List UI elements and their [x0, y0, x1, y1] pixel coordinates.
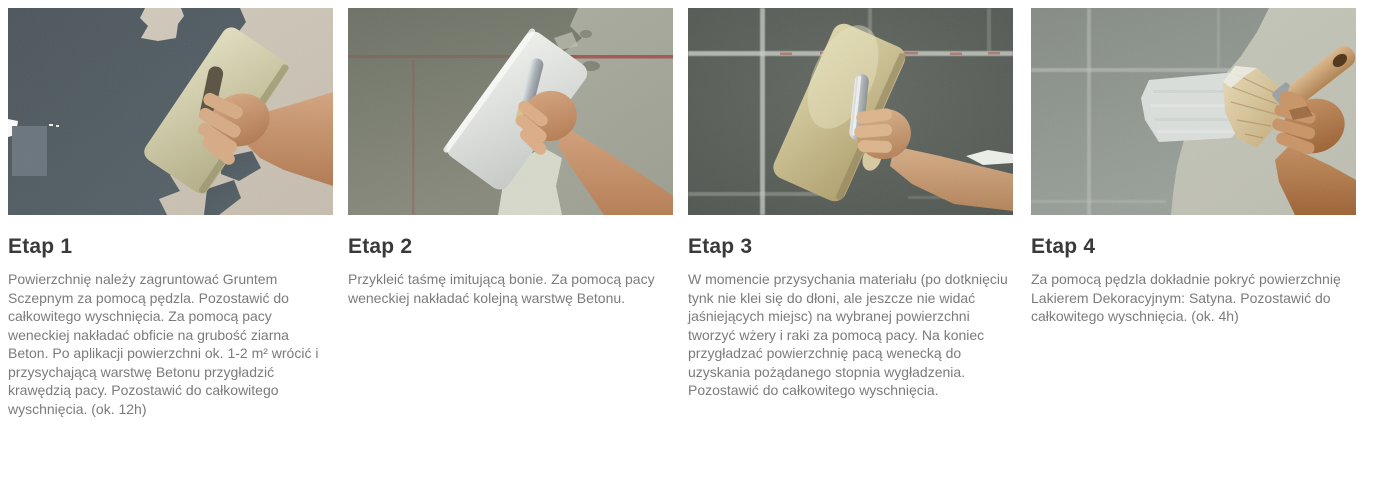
- photo-etap-2: [348, 8, 673, 215]
- step-card-2: [348, 8, 673, 418]
- step-description: Za pomocą pędzla dokładnie pokryć powierzchnię Lakierem Dekoracyjnym: Satyna. Pozostawić do całkowitego wyschnięcia. (ok. 4h): [1031, 271, 1341, 324]
- step-card-1: [8, 8, 333, 418]
- step-description: Przykleić taśmę imitującą bonie. Za pomocą pacy weneckiej nakładać kolejną warstwę Betonu.: [348, 271, 655, 306]
- step-title: Etap 3: [688, 235, 753, 258]
- step-title: Etap 4: [1031, 235, 1096, 258]
- photo-etap-3: [688, 8, 1013, 215]
- step-title: Etap 2: [348, 235, 413, 258]
- step-title: Etap 1: [8, 235, 73, 258]
- step-description: W momencie przysychania materiału (po dotknięciu tynk nie klei się do dłoni, ale jeszcze nie widać jaśniejących miejsc) na wybranej powierzchni tworzyć wżery i raki za pomocą pacy. Na koniec przygładzać powierzchnię pacą wenecką do uzyskania pożądanego stopnia wygładzenia. Pozostawić do całkowitego wyschnięcia.: [688, 271, 1008, 398]
- step-description: Powierzchnię należy zagruntować Gruntem Sczepnym za pomocą pędzla. Pozostawić do całkowitego wyschnięcia. Za pomocą pacy weneckiej nakładać obficie na grubość ziarna Beton. Po aplikacji powierzchni ok. 1-2 m² wrócić i przysychającą warstwę Betonu przygładzić krawędzią pacy. Pozostawić do całkowitego wyschnięcia. (ok. 12h): [8, 271, 319, 417]
- step-card-4: [1031, 8, 1356, 418]
- photo-etap-1: [8, 8, 333, 215]
- photo-etap-4: [1031, 8, 1356, 215]
- step-card-3: [688, 8, 1013, 418]
